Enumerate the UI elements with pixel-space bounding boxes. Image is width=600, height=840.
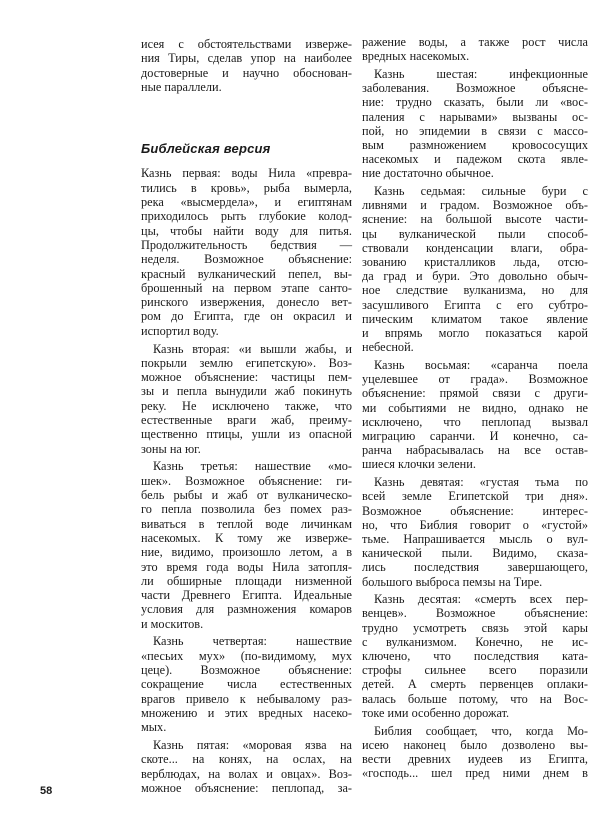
paragraph	[362, 592, 588, 720]
text-line: вым размножением кровососущих	[362, 137, 588, 152]
text-line: цы вулканической пыли способ-	[362, 226, 588, 241]
text-line: лись последствия завершающего,	[362, 560, 588, 575]
page-number: 58	[40, 785, 53, 797]
paragraph	[141, 634, 352, 734]
text-line: приходилось рыть глубокие колод-	[141, 209, 352, 224]
text-line: ром до Египта, где он окрасил и	[141, 309, 352, 324]
text-line: токе ими особенно дорожат.	[362, 705, 510, 720]
left-intro-text	[141, 37, 352, 94]
text-line: ние достаточно обычное.	[362, 166, 494, 181]
section-heading: Библейская версия	[141, 141, 271, 157]
right-body-text	[362, 35, 588, 780]
text-line: бель рыбы и жаб от вулканическо-	[141, 488, 352, 503]
paragraph	[141, 738, 352, 795]
text-line: заболевания. Возможное объясне-	[362, 81, 588, 96]
text-line: Казнь шестая: инфекционные	[374, 66, 588, 81]
text-line: ли обширные площади низменной	[141, 573, 352, 588]
text-line: Казнь первая: воды Нила «превра-	[141, 166, 352, 181]
text-line: но, что Библия говорит о «густой»	[362, 517, 588, 532]
text-line: «песьих мух» (по-видимому, мух	[141, 648, 352, 663]
text-line: уцелевшее от града». Возможное	[362, 372, 588, 387]
text-line: с вулканизмом. Конечно, не ис-	[362, 634, 588, 649]
paragraph	[141, 342, 352, 456]
text-line: цы, чтобы найти воду для питья.	[141, 223, 352, 238]
text-line: Казнь десятая: «смерть всех пер-	[374, 592, 588, 607]
paragraph	[362, 184, 588, 354]
text-line: это время года воды Нила затопля-	[141, 559, 352, 574]
text-line: канической пыли. Видимо, сказа-	[362, 546, 588, 561]
text-line: паления с нарывами» вызваны ос-	[362, 109, 588, 124]
text-line: цеце). Возможное объяснение:	[141, 663, 352, 678]
text-line: Казнь восьмая: «саранча поела	[374, 357, 588, 372]
text-line: трудно усмотреть связь этой кары	[362, 620, 588, 635]
paragraph	[362, 724, 588, 781]
text-line: шек». Возможное объяснение: ги-	[141, 473, 352, 488]
text-line: тьме. Напрашивается мысль о вул-	[362, 531, 588, 546]
text-line: Казнь четвертая: нашествие	[153, 634, 352, 649]
text-line: исключено, что пеплопад вызвал	[362, 414, 588, 429]
text-line: ние: трудно сказать, были ли «вос-	[362, 95, 588, 110]
text-line: засушливого Египта с его субтро-	[362, 297, 588, 312]
text-line: ные параллели.	[141, 79, 222, 94]
text-line: ствовали конденсации влаги, обра-	[362, 240, 588, 255]
text-line: и впрямь могло показаться карой	[362, 326, 588, 341]
text-line: Возможное объяснение: интерес-	[362, 503, 588, 518]
text-line: Продолжительность бедствия —	[141, 237, 352, 252]
text-line: множению и этих вредных насеко-	[141, 705, 352, 720]
text-line: шиеся клочки зелени.	[362, 457, 476, 472]
text-line: венцев». Возможное объяснение:	[362, 606, 588, 621]
text-line: врагов привело к небывалому раз-	[141, 691, 352, 706]
text-line: ние, видимо, произошло летом, а в	[141, 545, 352, 560]
text-line: миграцию саранчи. И конечно, са-	[362, 428, 588, 443]
paragraph	[362, 358, 588, 472]
right-column	[362, 35, 588, 780]
text-line: щественно птицы, ушли из опасной	[141, 427, 352, 442]
text-line: ливнями и градом. Возможное объ-	[362, 198, 588, 213]
text-line: можное объяснение: частицы пем-	[141, 370, 352, 385]
text-line: всей земле Египетской три дня».	[362, 489, 588, 504]
text-line: Казнь третья: нашествие «мо-	[153, 459, 352, 474]
text-line: вредных насекомых.	[362, 49, 470, 64]
text-line: вести древних иудеев из Египта,	[362, 751, 588, 766]
text-line: ринского извержения, донесло вет-	[141, 295, 352, 310]
paragraph	[141, 166, 352, 338]
text-line: реку. Не исключено также, что	[141, 398, 352, 413]
text-line: ми событиями не видно, однако не	[362, 400, 588, 415]
text-line: Казнь вторая: «и вышли жабы, и	[153, 341, 352, 356]
text-line: Казнь седьмая: сильные бури с	[374, 184, 588, 199]
text-line: объяснение: прямой связи с други-	[362, 386, 588, 401]
text-line: река «высмердела», и египтянам	[141, 195, 352, 210]
text-line: «господь... шел пред ними днем в	[362, 766, 588, 781]
text-line: верблюдах, на волах и овцах». Воз-	[141, 766, 352, 781]
text-line: большого выброса пемзы на Тире.	[362, 574, 543, 589]
left-body-text	[141, 166, 352, 795]
text-line: яснение: на большой высоте части-	[362, 212, 588, 227]
text-line: ранча набрасывалась на все остав-	[362, 443, 588, 458]
paragraph	[141, 459, 352, 631]
text-line: мых.	[141, 720, 167, 735]
text-line: пическим климатом такое явление	[362, 311, 588, 326]
text-line: ное следствие вулканизма, но для	[362, 283, 588, 298]
text-line: виваться в теплой воде личинкам	[141, 516, 352, 531]
text-line: Библия сообщает, что, когда Мо-	[374, 723, 588, 738]
text-line: красный вулканический пепел, вы-	[141, 266, 352, 281]
text-line: можное объяснение: пеплопад, за-	[141, 780, 352, 795]
text-line: насекомых. К тому же изверже-	[141, 530, 352, 545]
text-line: валась больше потому, что на Вос-	[362, 691, 588, 706]
text-line: детей. А смерть первенцев оплаки-	[362, 677, 588, 692]
text-line: да град и бури. Это довольно обыч-	[362, 269, 588, 284]
text-line: исея с обстоятельствами изверже-	[141, 37, 352, 51]
text-line: сокращение числа естественных	[141, 677, 352, 692]
paragraph	[362, 35, 588, 63]
text-line: брошенный на первом этапе санто-	[141, 280, 352, 295]
text-line: достоверные и научно обоснован-	[141, 65, 352, 80]
text-line: ния Тиры, сделав упор на наиболее	[141, 51, 352, 66]
text-line: скоте... на конях, на ослах, на	[141, 752, 352, 767]
paragraph	[362, 475, 588, 589]
text-line: неделя. Возможное объяснение:	[141, 252, 352, 267]
text-line: пой, но эпидемии в связи с массо-	[362, 123, 588, 138]
text-line: тились в кровь», рыба вымерла,	[141, 180, 352, 195]
text-line: и москитов.	[141, 616, 204, 631]
text-line: небесной.	[362, 340, 414, 355]
text-line: зы и пепла вынудили жаб покинуть	[141, 384, 352, 399]
text-line: Казнь пятая: «моровая язва на	[153, 738, 352, 753]
paragraph	[141, 37, 352, 94]
text-line: покрыли землю египетскую». Воз-	[141, 355, 352, 370]
text-line: го пепла позволила без помех раз-	[141, 502, 352, 517]
text-line: испортил воду.	[141, 323, 219, 338]
text-line: части Древнего Египта. Идеальные	[141, 588, 352, 603]
text-line: Казнь девятая: «густая тьма по	[374, 475, 588, 490]
paragraph	[362, 67, 588, 181]
text-line: зоны на юг.	[141, 441, 201, 456]
text-line: естественные враги жаб, преиму-	[141, 413, 352, 428]
text-line: ключено, что последствия ката-	[362, 649, 588, 664]
text-line: исею наконец было дозволено вы-	[362, 737, 588, 752]
text-line: ражение воды, а также рост числа	[362, 35, 588, 49]
left-column	[141, 37, 352, 795]
text-line: насекомых и падежом скота явле-	[362, 152, 588, 167]
text-line: зованию кристалликов льда, отсю-	[362, 255, 588, 270]
text-line: строфы сильнее всего поразили	[362, 663, 588, 678]
text-line: условия для размножения комаров	[141, 602, 352, 617]
